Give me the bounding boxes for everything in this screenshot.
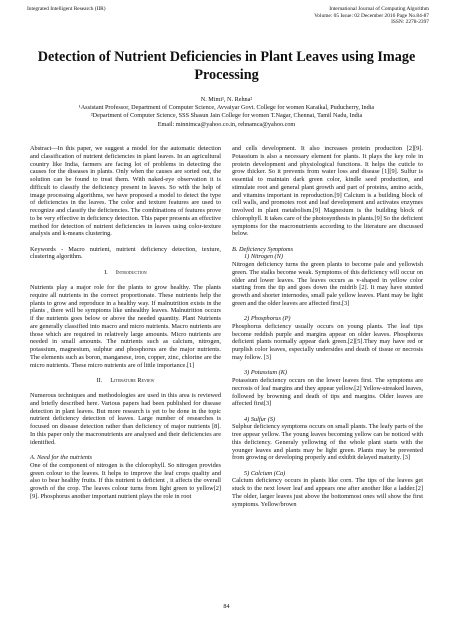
nitrogen-heading: 1) Nitrogen (N)	[244, 253, 283, 261]
sulfur-paragraph: Sulphur deficiency symptoms occurs on small plants. The leafy parts of the tree appear yellow. The young leaves becoming yellow can be noticed with this deficiency. Generaly yellowing of the whole plant starts with the younger leaves and plants may be light green. Plants may be prevented from growing or developing properly and exhibit delayed maturity. [3]	[232, 423, 423, 462]
author-names: N. Mimi¹, N. Rehna²	[200, 96, 253, 103]
literature-review-paragraph: Numerous techniques and methodologies are used in this area is reviewed and briefly described here. Various papers had been published for disease detection in plant leaves. But more research is yet to be done in the topic nutrient deficiency detection of leaves. Large number of researches is focused on disease detection rather than deficiency of major nutrients [8]. In this paper only the macronutrients are analysed and their deficiencies are identified.	[30, 392, 221, 446]
left-column	[30, 145, 221, 501]
journal-header-left	[27, 6, 106, 13]
subsection-heading-symptoms: B. Deficiency Symptoms	[232, 245, 294, 253]
potassium-heading: 3) Potassium (K)	[244, 369, 288, 377]
section-title: Literature Review	[110, 376, 155, 384]
section-number: I.	[104, 268, 108, 276]
journal-name-right: International Journal of Computing Algorithm	[329, 6, 429, 12]
sulfur-heading: 4) Sulfur (S)	[244, 415, 276, 423]
nitrogen-paragraph: Nitrogen deficiency turns the green plants to become pale and yellowish green. The stalks become weak. Symptoms of this deficiency will occur on older and lower leaves. The leaves occurs as v-shaped in yellow color starting from the tip and goes down the midrib [2]. It may have stunted growth and shorter internodes, small pale yellow leaves. Plant may be light green and the older leaves are affected first.[3]	[232, 261, 423, 307]
author-email: Email: minnimca@yahoo.co.in, rehnamca@yahoo.com	[157, 120, 296, 128]
journal-issn: ISSN: 2278-2397	[391, 19, 429, 26]
page-number: 84	[223, 603, 230, 610]
journal-name-left: Integrated Intelligent Research (IIR)	[27, 6, 106, 12]
section-heading-introduction	[30, 269, 221, 277]
section-number: II.	[96, 376, 103, 384]
affiliation-2: ²Department of Computer Science, SSS Shasun Jain College for women T.Nagar, Chennai, Tamil Nadu, India	[90, 112, 363, 120]
continued-paragraph: and cells development. It also increases protein production [2][9]. Potassium is also a necessary element for plants. It plays the key role in protein development and physiological functions. It helps the cuticle to grow thicker. So it prevents from water loss and disease [1][9]. Sulfur is essential to maintain dark green color, kindle seed production, and stimulate root and general plant growth and part of proteins, amino acids, and vitamins important in reproduction.[9] Calcium is a building block of cell walls, and promotes root and leaf development and activates enzymes involved in plant metabolism.[9] Magnesium is the building block of chlorophyll. It takes care of the photosynthesis in plants.[9] So the deficient symptoms for the macronutrients according to the literature are discussed below.	[232, 145, 423, 238]
calcium-heading: 5) Calcium (Ca)	[244, 469, 286, 477]
introduction-paragraph: Nutrients play a major role for the plants to grow healthy. The plants require all nutrients in the correct proportionate. These nutrients help the plants to grow and reproduce in a healthy way. If malnutrition exists in the plants , there will be symptoms like unhealthy leaves. Malnutrition occurs if the nutrients goes below or above the needed quantity. Plant Nutrients are generally classified into macro and micro nutrients. Macro nutrients are those which are required in relatively large amounts. Micro nutrients are needed in small amounts. The nutrients such as calcium, nitrogen, potassium, magnesium, sulphur and phosphorus are the major nutrients. The elements such as boron, manganese, iron, copper, zinc, chlorine are the micro nutrients. These micro nutrients are of little importance.[1]	[30, 284, 221, 369]
keywords: Keywords - Macro nutrient, nutrient deficiency detection, texture, clustering algorithm.	[30, 245, 221, 261]
affiliation-1: ¹Assistant Professor, Department of Computer Science, Avvaiyar Govt. College for women Karaikal, Puducherry, India	[78, 104, 375, 112]
abstract: Abstract—In this paper, we suggest a model for the automatic detection and classification of nutrient deficiencies in plant leaves. In an agricultural country like India, farmers are facing lot of problems in detecting the causes for the diseases in plants. Only when the causes are sorted out, the solution can be found to treat them. With naked-eye observation it is difficult to classify the deficiency present in leaves. So with the help of image processing algorithms, we have proposed a model to detect the type of deficiencies in the leaves. The color and texture features are used to recognize and classify the deficiencies. The combinations of features prove to be very effective in deficiency detection. This paper presents an effective method for detection of nutrient deficiencies in leaves using color-texture analysis and k-means clustering.	[30, 145, 221, 238]
right-column	[232, 145, 423, 508]
author-block	[20, 96, 433, 129]
need-paragraph: One of the component of nitrogen is the chlorophyll. So nitrogen provides green colour to the leaves. It helps to improve the leaf crops quality and also to bear healthy fruits. If this nutrient is deficient , it affects the overall growth of the crop. The leaves colour turns from light green to yellow[2][9]. Phosphorus another important nutrient plays the role in root	[30, 461, 221, 500]
phosphorus-heading: 2) Phosphorus (P)	[244, 315, 291, 323]
potassium-paragraph: Potassium deficiency occurs on the lower leaves first. The symptoms are necrosis of leaf margins and they appear yellow.[2] Yellow-streaked leaves, followed by browning and death of tips and margins. Older leaves are affected first[3]	[232, 377, 423, 408]
journal-header-right	[314, 6, 429, 26]
section-title: Introduction	[115, 268, 147, 276]
phosphorus-paragraph: Phosphorus deficiency usually occurs on young plants. The leaf tips become reddish purple and margins appear on older leaves. Phosphorus deficient plants normally appear dark green.[2][5].They may have red or purplish color leaves, especially undersides and death of tissue or necrosis may follow. [3]	[232, 322, 423, 361]
paper-title: Detection of Nutrient Deficiencies in Plant Leaves using Image Processing	[37, 49, 416, 83]
journal-volume: Volume: 05 Issue: 02 December 2016 Page No.84-87	[314, 12, 429, 19]
subsection-heading-need: A. Need for the nutrients	[30, 454, 93, 462]
calcium-paragraph: Calcium deficiency occurs in plants like corn. The tips of the leaves get stuck to the next lower leaf and appears one after another like a ladder.[2] The older, larger leaves just above the bottommost ones will show the first symptoms. Yellow/brown	[232, 477, 423, 508]
section-heading-literature-review	[30, 377, 221, 385]
